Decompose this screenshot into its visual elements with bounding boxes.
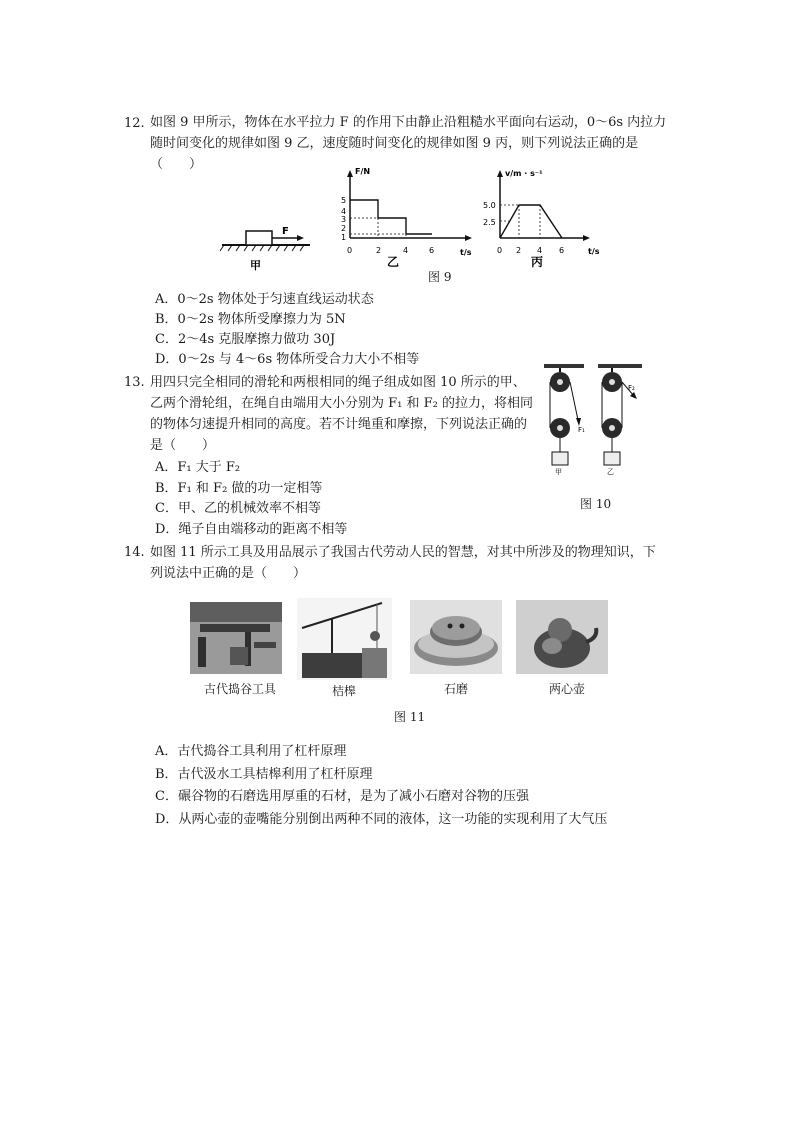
fig9-bing-xtick-2: 2 [516,246,522,255]
fig9-yi-xlabel: t/s [460,248,472,257]
fig9-bing-caption: 丙 [531,255,544,269]
fig10-caption: 图 10 [580,497,612,511]
fig10-pulley-diagram [540,360,650,478]
well-sweep-photo [297,598,392,680]
grain-pounder-photo [190,602,282,674]
fig9-bing-xlabel: t/s [588,247,600,256]
q13-option-c[interactable]: C．甲、乙的机械效率不相等 [155,501,321,516]
fig9-yi-caption: 乙 [387,255,400,269]
fig9-yi-ylabel: F/N [355,167,371,176]
fig9-yi-ytick-5: 5 [341,196,347,205]
fig9-jia-caption: 甲 [250,259,261,272]
fig9-bing-xtick-6: 6 [559,246,565,255]
grain-pounder-caption: 古代捣谷工具 [204,682,277,696]
q14-option-d[interactable]: D．从两心壶的壶嘴能分别倒出两种不同的液体，这一功能的实现利用了大气压 [155,812,608,827]
fig10-jia-label: 甲 [555,468,562,476]
q14-option-a[interactable]: A．古代捣谷工具利用了杠杆原理 [155,744,347,759]
fig10-f2-label: F₂ [628,384,635,392]
fig9-yi-chart [330,162,480,270]
force-arrow-icon [297,235,304,241]
fig9-yi-xtick-0: 0 [347,246,353,255]
q14-number: 14. [124,545,145,560]
fig10-yi-label: 乙 [607,468,614,476]
block [246,231,272,245]
q12-option-d[interactable]: D．0～2s 与 4～6s 物体所受合力大小不相等 [155,352,420,367]
fig9-jia-diagram [220,222,320,272]
q13-option-d[interactable]: D．绳子自由端移动的距离不相等 [155,522,348,537]
q12-paren: （ ） [150,157,203,172]
fig9-bing-velocity-line [500,205,562,238]
well-sweep-caption: 桔槔 [332,684,357,698]
millstone-caption: 石磨 [444,682,469,696]
fig10-f1-label: F₁ [578,426,585,434]
fig9-bing-chart [478,162,608,270]
fig9-yi-ytick-4: 4 [341,207,347,216]
q12-number: 12. [124,116,145,131]
q14-stem [150,542,675,584]
q14-stem-line-1: 如图 11 所示工具及用品展示了我国古代劳动人民的智慧，对其中所涉及的物理知识，下 [150,545,656,560]
fig9-yi-xtick-2: 2 [376,246,382,255]
fig9-bing-ylabel: v/m · s⁻¹ [505,169,543,178]
q13-option-a[interactable]: A．F₁ 大于 F₂ [155,460,241,475]
q12-option-a[interactable]: A．0～2s 物体处于匀速直线运动状态 [155,292,374,307]
fig9-yi-ytick-3: 3 [341,215,347,224]
fig9-yi-force-line [350,200,432,234]
fig9-bing-ytick-2.5: 2.5 [483,218,496,227]
q12-option-b[interactable]: B．0～2s 物体所受摩擦力为 5N [155,312,346,327]
q14-stem-line-2: 列说法中正确的是（ ） [150,566,307,581]
q13-option-b[interactable]: B．F₁ 和 F₂ 做的功一定相等 [155,481,323,496]
teapot-caption: 两心壶 [549,682,586,696]
fig9-bing-ytick-5.0: 5.0 [483,201,496,210]
q13-stem-line-4: 是（ ） [150,438,216,453]
fig9-bing-xtick-0: 0 [497,246,503,255]
fig9-yi-ytick-1: 1 [341,233,347,242]
q13-stem [150,372,550,456]
fig9-caption: 图 9 [428,270,452,284]
fig11-caption: 图 11 [394,710,426,724]
q13-stem-line-1: 用四只完全相同的滑轮和两根相同的绳子组成如图 10 所示的甲、 [150,375,526,390]
q12-stem-text: 如图 9 甲所示，物体在水平拉力 F 的作用下由静止沿粗糙水平面向右运动，0～6s 内拉力随时间变化的规律如图 9 乙，速度随时间变化的规律如图 9 丙，则下列说法正确的是 [150,115,667,151]
fig9-yi-xtick-6: 6 [429,246,435,255]
fig9-yi-ytick-2: 2 [341,224,347,233]
fig9-bing-xtick-4: 4 [537,246,543,255]
q14-option-c[interactable]: C．碾谷物的石磨选用厚重的石材，是为了减小石磨对谷物的压强 [155,789,529,804]
teapot-photo [516,600,608,674]
q13-stem-line-2: 乙两个滑轮组，在绳自由端用大小分别为 F₁ 和 F₂ 的拉力，将相同 [150,396,533,411]
fig9-yi-xtick-4: 4 [403,246,409,255]
q12-option-c[interactable]: C．2～4s 克服摩擦力做功 30J [155,332,336,347]
millstone-photo [410,600,502,674]
fig9-jia-force-label: F [282,226,289,237]
q13-stem-line-3: 的物体匀速提升相同的高度。若不计绳重和摩擦，下列说法正确的 [150,417,528,432]
q14-option-b[interactable]: B．古代汲水工具桔槔利用了杠杆原理 [155,767,373,782]
q13-number: 13. [124,375,145,390]
